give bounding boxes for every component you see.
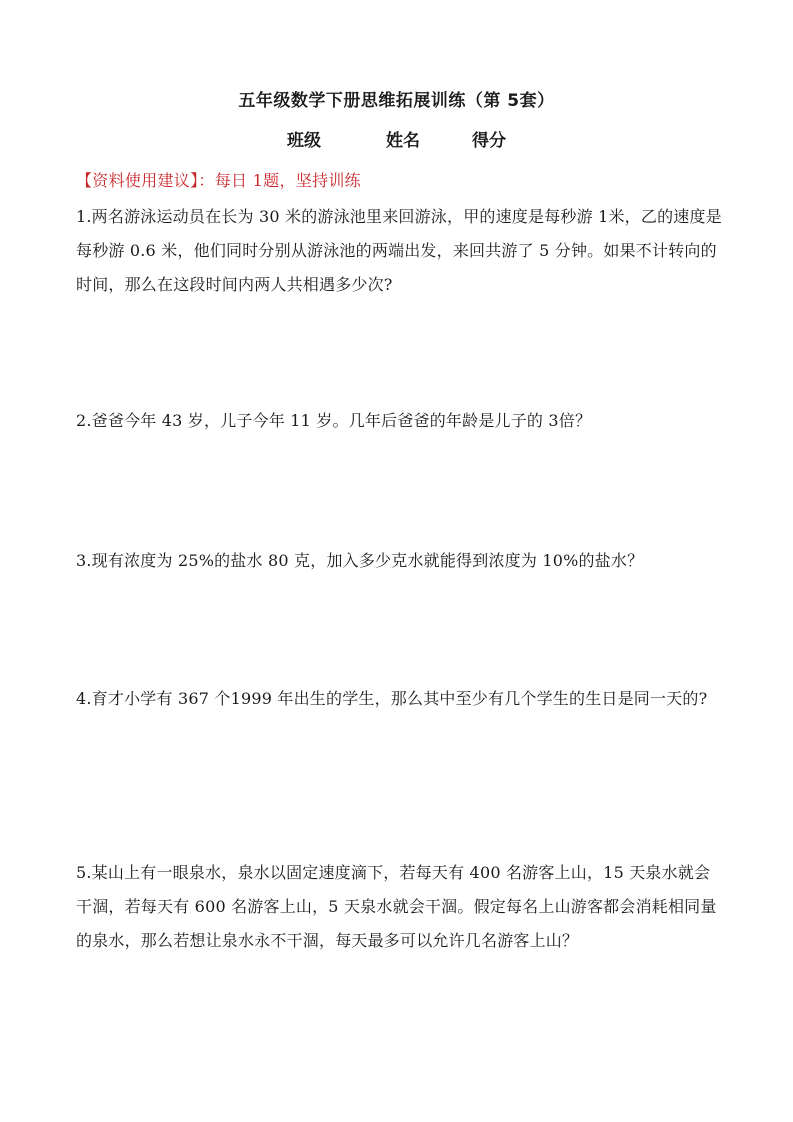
question-2 <box>76 404 726 438</box>
question-text: 某山上有一眼泉水，泉水以固定速度滴下，若每天有 400 名游客上山，15 天泉水就会干涸，若每天有 600 名游客上山，5 天泉水就会干涸。假定每名上山游客都会消耗相同量的泉水，那么若想让泉水永不干涸，每天最多可以允许几名游客上山？ <box>76 863 717 950</box>
question-text: 育才小学有 367 个1999 年出生的学生，那么其中至少有几个学生的生日是同一天的? <box>91 689 708 708</box>
question-number: 5. <box>76 863 92 882</box>
question-number: 1. <box>76 207 92 226</box>
name-label: 姓名 <box>386 131 420 151</box>
usage-advice: 【资料使用建议】：每日 1题，坚持训练 <box>76 171 361 190</box>
question-3 <box>76 544 726 578</box>
class-label: 班级 <box>287 131 321 151</box>
question-text: 爸爸今年 43 岁，儿子今年 11 岁。几年后爸爸的年龄是儿子的 3倍？ <box>91 411 592 430</box>
question-4 <box>76 682 726 716</box>
question-number: 2. <box>76 411 92 430</box>
score-label: 得分 <box>472 131 506 151</box>
question-number: 4. <box>76 689 92 708</box>
question-text: 现有浓度为 25%的盐水 80 克，加入多少克水就能得到浓度为 10%的盐水？ <box>91 551 644 570</box>
page-title: 五年级数学下册思维拓展训练（第 5套） <box>238 91 555 111</box>
question-5 <box>76 856 726 958</box>
question-text: 两名游泳运动员在长为 30 米的游泳池里来回游泳，甲的速度是每秒游 1米，乙的速度是每秒游 0.6 米，他们同时分别从游泳池的两端出发，来回共游了 5 分钟。如果不计转向的时间，那么在这段时间内两人共相遇多少次? <box>76 207 722 294</box>
question-number: 3. <box>76 551 92 570</box>
question-1 <box>76 200 726 302</box>
